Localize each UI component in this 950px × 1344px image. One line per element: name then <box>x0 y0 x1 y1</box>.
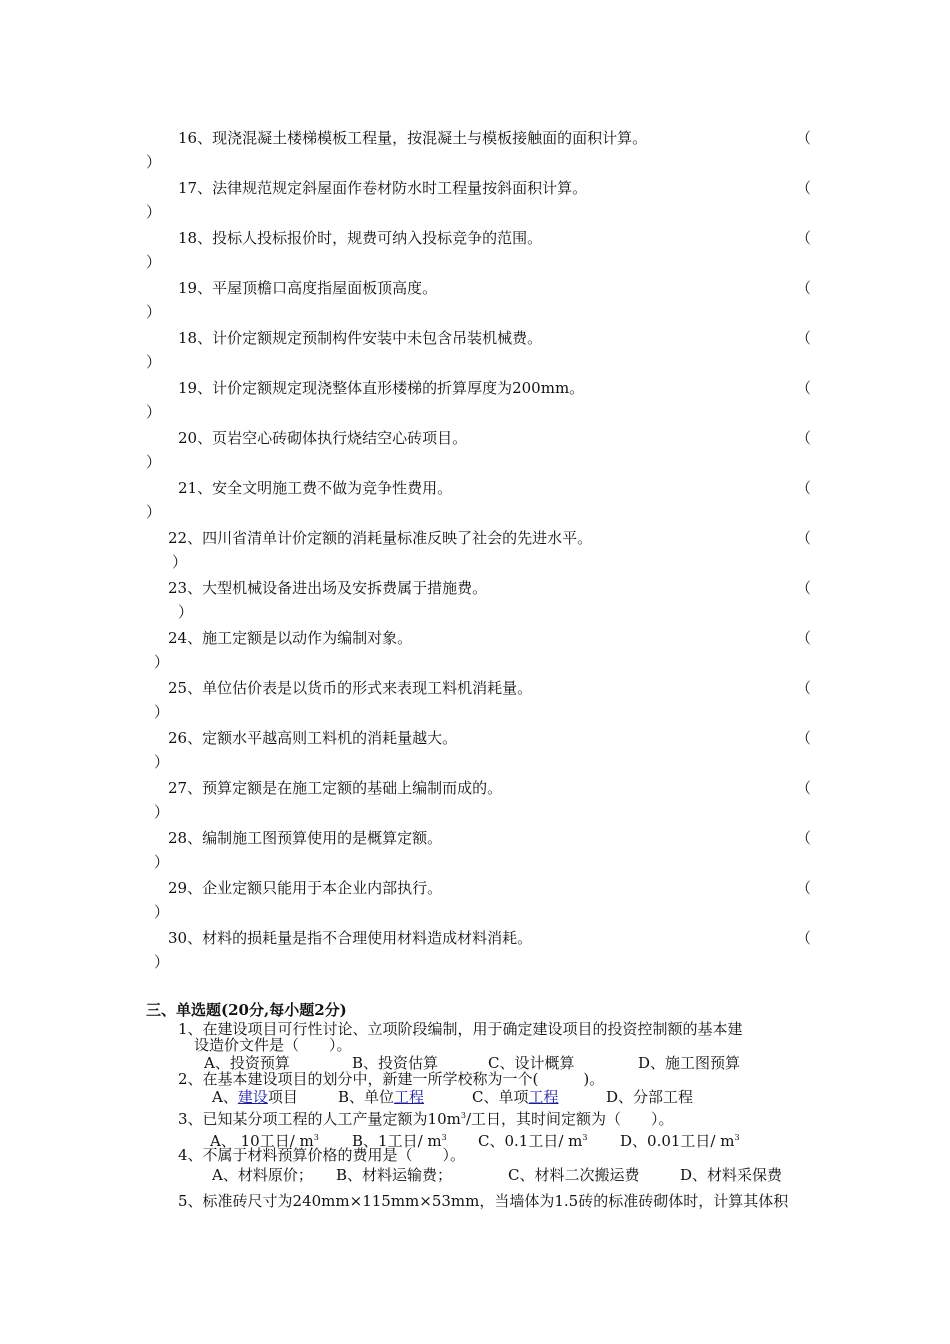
question-1-option-d: D、施工图预算 <box>638 1054 741 1072</box>
tf-question-row <box>0 428 950 478</box>
answer-paren-close: ） <box>154 903 170 921</box>
answer-paren-close: ） <box>146 453 162 471</box>
question-4-line-1: 4、不属于材料预算价格的费用是（ ）。 <box>178 1146 466 1164</box>
tf-question-row <box>0 228 950 278</box>
tf-question-row <box>0 278 950 328</box>
answer-paren-close: ） <box>146 353 162 371</box>
question-2-option-a: A、建设项目 <box>212 1088 298 1106</box>
tf-question-row <box>0 328 950 378</box>
question-3-option-c: C、0.1工日/ $m^3$ <box>478 1132 588 1150</box>
tf-question-text: 22、四川省清单计价定额的消耗量标准反映了社会的先进水平。 <box>168 529 593 547</box>
tf-question-text: 25、单位估价表是以货币的形式来表现工料机消耗量。 <box>168 679 533 697</box>
answer-paren-open: （ <box>796 679 812 697</box>
tf-question-row <box>0 478 950 528</box>
tf-question-row <box>0 878 950 928</box>
answer-paren-close: ） <box>146 253 162 271</box>
answer-paren-open: （ <box>796 279 812 297</box>
question-2-option-c: C、单项工程 <box>472 1088 559 1106</box>
answer-paren-open: （ <box>796 479 812 497</box>
link-gongcheng-c[interactable]: 工程 <box>528 1088 559 1106</box>
tf-question-row <box>0 578 950 628</box>
answer-paren-open: （ <box>796 379 812 397</box>
tf-question-text: 29、企业定额只能用于本企业内部执行。 <box>168 879 443 897</box>
answer-paren-close: ） <box>146 503 162 521</box>
tf-question-text: 20、页岩空心砖砌体执行烧结空心砖项目。 <box>178 429 468 447</box>
answer-paren-open: （ <box>796 929 812 947</box>
answer-paren-open: （ <box>796 729 812 747</box>
question-2-option-b: B、单位工程 <box>338 1088 425 1106</box>
answer-paren-close: ） <box>154 853 170 871</box>
question-3-option-d: D、0.01工日/ $m^3$ <box>620 1132 740 1150</box>
answer-paren-close: ） <box>146 303 162 321</box>
question-2-line-1: 2、在基本建设项目的划分中，新建一所学校称为一个( )。 <box>178 1070 605 1088</box>
tf-question-text: 19、平屋顶檐口高度指屋面板顶高度。 <box>178 279 438 297</box>
question-4-option-a: A、材料原价； <box>212 1166 313 1184</box>
question-3-option-b: B、1工日/ $m^3$ <box>352 1132 447 1150</box>
tf-question-row <box>0 678 950 728</box>
tf-question-text: 23、大型机械设备进出场及安拆费属于措施费。 <box>168 579 488 597</box>
answer-paren-open: （ <box>796 129 812 147</box>
tf-question-text: 27、预算定额是在施工定额的基础上编制而成的。 <box>168 779 503 797</box>
answer-paren-open: （ <box>796 179 812 197</box>
tf-question-text: 30、材料的损耗量是指不合理使用材料造成材料消耗。 <box>168 929 533 947</box>
answer-paren-close: ） <box>154 953 170 971</box>
answer-paren-close: ） <box>154 803 170 821</box>
tf-question-row <box>0 178 950 228</box>
question-1-option-a: A、投资预算 <box>204 1054 290 1072</box>
answer-paren-open: （ <box>796 229 812 247</box>
answer-paren-close: ） <box>178 603 194 621</box>
answer-paren-open: （ <box>796 779 812 797</box>
question-3-option-a: A、 10工日/ $m^3$ <box>210 1132 319 1150</box>
tf-question-text: 28、编制施工图预算使用的是概算定额。 <box>168 829 443 847</box>
link-jianshe[interactable]: 建设 <box>237 1088 268 1106</box>
answer-paren-close: ） <box>146 403 162 421</box>
tf-question-row <box>0 128 950 178</box>
tf-question-text: 21、安全文明施工费不做为竞争性费用。 <box>178 479 453 497</box>
tf-question-text: 17、法律规范规定斜屋面作卷材防水时工程量按斜面积计算。 <box>178 179 588 197</box>
question-1-option-c: C、设计概算 <box>488 1054 575 1072</box>
link-gongcheng-b[interactable]: 工程 <box>394 1088 425 1106</box>
section-heading: 三、单选题(20分,每小题2分) <box>146 1001 347 1019</box>
answer-paren-open: （ <box>796 429 812 447</box>
tf-question-text: 24、施工定额是以动作为编制对象。 <box>168 629 413 647</box>
answer-paren-open: （ <box>796 529 812 547</box>
answer-paren-open: （ <box>796 829 812 847</box>
answer-paren-close: ） <box>146 153 162 171</box>
tf-question-row <box>0 828 950 878</box>
answer-paren-open: （ <box>796 579 812 597</box>
answer-paren-close: ） <box>154 703 170 721</box>
question-4-option-b: B、材料运输费； <box>336 1166 453 1184</box>
tf-question-row <box>0 728 950 778</box>
question-4-option-d: D、材料采保费 <box>680 1166 783 1184</box>
question-4-option-c: C、材料二次搬运费 <box>508 1166 640 1184</box>
tf-question-text: 19、计价定额规定现浇整体直形楼梯的折算厚度为200mm。 <box>178 379 585 397</box>
answer-paren-close: ） <box>172 553 188 571</box>
answer-paren-open: （ <box>796 329 812 347</box>
answer-paren-close: ） <box>154 753 170 771</box>
tf-question-text: 26、定额水平越高则工料机的消耗量越大。 <box>168 729 458 747</box>
answer-paren-close: ） <box>146 203 162 221</box>
question-3-line-1: 3、已知某分项工程的人工产量定额为$10m^3/$工日，其时间定额为（ ）。 <box>178 1110 674 1128</box>
question-5-line-1: 5、标准砖尺寸为240mm×115mm×53mm，当墙体为1.5砖的标准砖砌体时，计算其体积 <box>178 1192 789 1210</box>
tf-question-row <box>0 378 950 428</box>
answer-paren-close: ） <box>154 653 170 671</box>
tf-question-row <box>0 528 950 578</box>
tf-question-text: 16、现浇混凝土楼梯模板工程量，按混凝土与模板接触面的面积计算。 <box>178 129 648 147</box>
tf-question-row <box>0 928 950 978</box>
question-1-line-1: 1、在建设项目可行性讨论、立项阶段编制，用于确定建设项目的投资控制额的基本建 <box>178 1020 743 1038</box>
question-2-option-d: D、分部工程 <box>606 1088 694 1106</box>
question-1-option-b: B、投资估算 <box>352 1054 439 1072</box>
answer-paren-open: （ <box>796 629 812 647</box>
tf-question-text: 18、计价定额规定预制构件安装中未包含吊装机械费。 <box>178 329 543 347</box>
question-1-line-2: 设造价文件是（ ）。 <box>194 1036 352 1054</box>
tf-question-row <box>0 778 950 828</box>
answer-paren-open: （ <box>796 879 812 897</box>
tf-question-text: 18、投标人投标报价时，规费可纳入投标竞争的范围。 <box>178 229 543 247</box>
tf-question-row <box>0 628 950 678</box>
